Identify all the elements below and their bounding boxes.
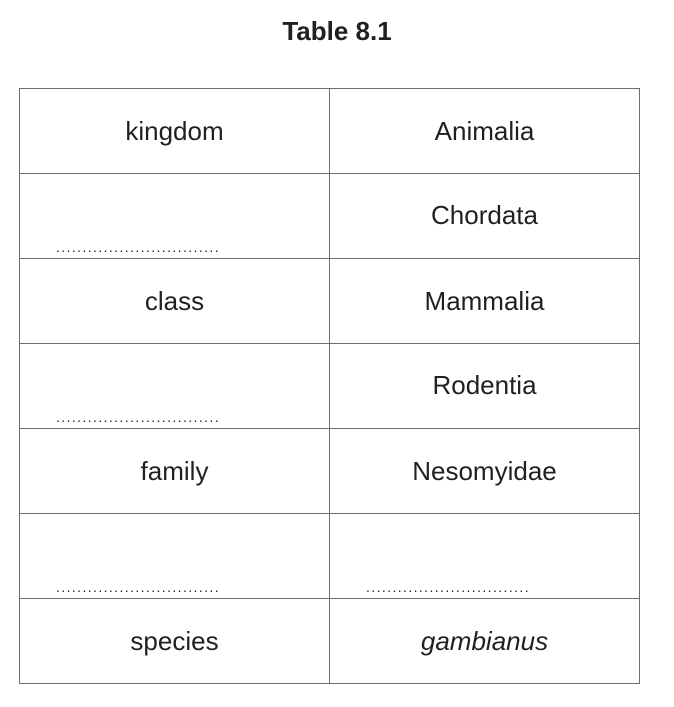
- rank-answer-cell[interactable]: [20, 344, 330, 429]
- rank-cell: [20, 429, 330, 514]
- table-row: [20, 259, 640, 344]
- taxon-cell: [330, 89, 640, 174]
- taxon-answer-cell[interactable]: [330, 514, 640, 599]
- classification-table: [19, 88, 640, 684]
- table-row: [20, 514, 640, 599]
- answer-dotted-line: ...............................: [56, 579, 220, 595]
- rank-cell: [20, 89, 330, 174]
- taxon-label: Rodentia: [432, 370, 537, 400]
- rank-cell: [20, 599, 330, 684]
- rank-label: kingdom: [125, 115, 224, 146]
- taxon-cell: [330, 259, 640, 344]
- table-row: [20, 429, 640, 514]
- rank-answer-cell[interactable]: [20, 514, 330, 599]
- rank-label: class: [144, 285, 205, 316]
- table-row: [20, 599, 640, 684]
- taxon-cell: [330, 599, 640, 684]
- rank-answer-cell[interactable]: [20, 174, 330, 259]
- taxon-label: Animalia: [434, 115, 535, 146]
- answer-dotted-line: ...............................: [56, 239, 220, 255]
- table-row: [20, 344, 640, 429]
- rank-label: species: [130, 625, 219, 656]
- rank-label: family: [140, 455, 209, 486]
- taxon-label: Mammalia: [424, 285, 545, 316]
- table-row: [20, 174, 640, 259]
- rank-cell: [20, 259, 330, 344]
- taxon-label: Chordata: [431, 200, 538, 230]
- answer-dotted-line: ...............................: [56, 409, 220, 425]
- taxon-label: Nesomyidae: [412, 455, 557, 486]
- taxon-cell: [330, 429, 640, 514]
- taxon-cell: [330, 174, 640, 259]
- taxon-label: gambianus: [420, 625, 549, 656]
- answer-dotted-line: ...............................: [366, 579, 530, 595]
- table-row: [20, 89, 640, 174]
- table-title: Table 8.1: [282, 16, 392, 46]
- taxon-cell: [330, 344, 640, 429]
